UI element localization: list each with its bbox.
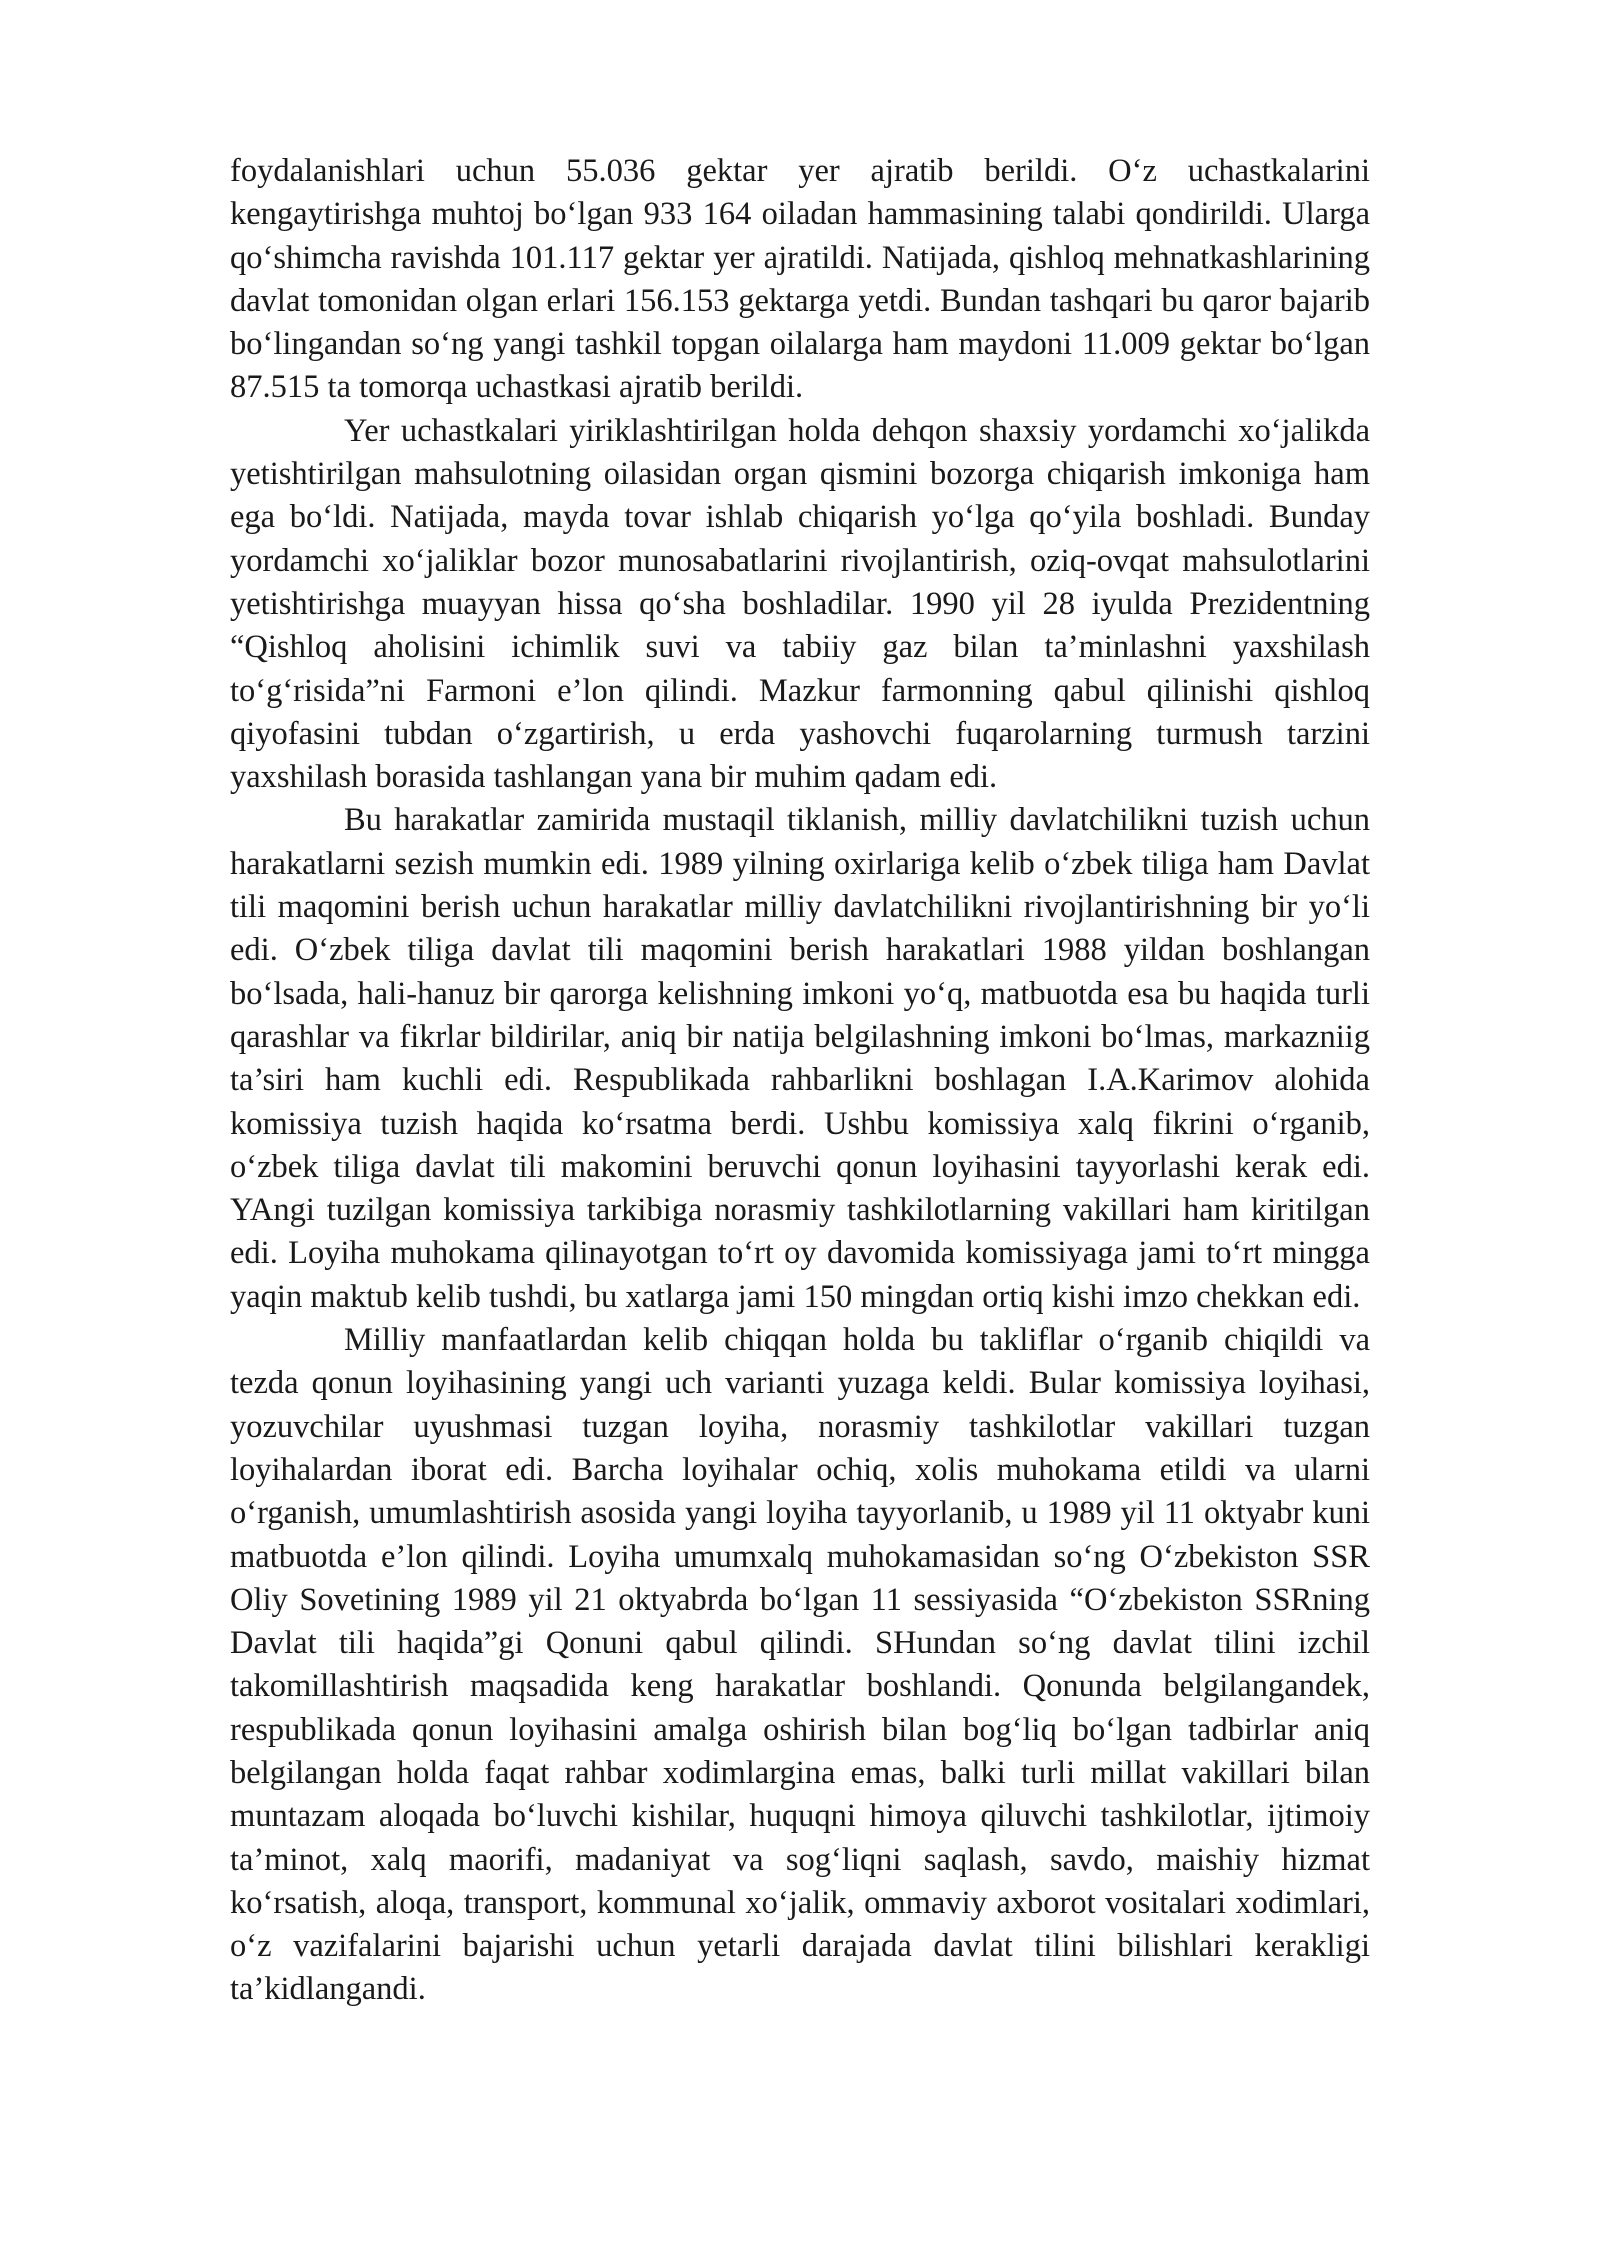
paragraph-2: Yer uchastkalari yiriklashtirilgan holda dehqon shaxsiy yordamchi xo‘jalikda yetishtirilgan mahsulotning oilasidan organ qismini bozorga chiqarish imkoniga ham ega bo‘ldi. Natijada, mayda tovar ishlab chiqarish yo‘lga qo‘yila boshladi. Bunday yordamchi xo‘jaliklar bozor munosabatlarini rivojlantirish, oziq-ovqat mahsulotlarini yetishtirishga muayyan hissa qo‘sha boshladilar. 1990 yil 28 iyulda Prezidentning “Qishloq aholisini ichimlik suvi va tabiiy gaz bilan ta’minlashni yaxshilash to‘g‘risida”ni Farmoni e’lon qilindi. Mazkur farmonning qabul qilinishi qishloq qiyofasini tubdan o‘zgartirish, u erda yashovchi fuqarolarning turmush tarzini yaxshilash borasida tashlangan yana bir muhim qadam edi. [230, 412, 1370, 796]
body-text [230, 150, 1370, 2012]
paragraph-3: Bu harakatlar zamirida mustaqil tiklanish, milliy davlatchilikni tuzish uchun harakatlarni sezish mumkin edi. 1989 yilning oxirlariga kelib o‘zbek tiliga ham Davlat tili maqomini berish uchun harakatlar milliy davlatchilikni rivojlantirishning bir yo‘li edi. O‘zbek tiliga davlat tili maqomini berish harakatlari 1988 yildan boshlangan bo‘lsada, hali-hanuz bir qarorga kelishning imkoni yo‘q, matbuotda esa bu haqida turli qarashlar va fikrlar bildirilar, aniq bir natija belgilashning imkoni bo‘lmas, markazniig ta’siri ham kuchli edi. Respublikada rahbarlikni boshlagan I.A.Karimov alohida komissiya tuzish haqida ko‘rsatma berdi. Ushbu komissiya xalq fikrini o‘rganib, o‘zbek tiliga davlat tili makomini beruvchi qonun loyihasini tayyorlashi kerak edi. YAngi tuzilgan komissiya tarkibiga norasmiy tashkilotlarning vakillari ham kiritilgan edi. Loyiha muhokama qilinayotgan to‘rt oy davomida komissiyaga jami to‘rt mingga yaqin maktub kelib tushdi, bu xatlarga jami 150 mingdan ortiq kishi imzo chekkan edi. [230, 802, 1370, 1315]
paragraph-4: Milliy manfaatlardan kelib chiqqan holda bu takliflar o‘rganib chiqildi va tezda qonun loyihasining yangi uch varianti yuzaga keldi. Bular komissiya loyihasi, yozuvchilar uyushmasi tuzgan loyiha, norasmiy tashkilotlar vakillari tuzgan loyihalardan iborat edi. Barcha loyihalar ochiq, xolis muhokama etildi va ularni o‘rganish, umumlashtirish asosida yangi loyiha tayyorlanib, u 1989 yil 11 oktyabr kuni matbuotda e’lon qilindi. Loyiha umumxalq muhokamasidan so‘ng O‘zbekiston SSR Oliy Sovetining 1989 yil 21 oktyabrda bo‘lgan 11 sessiyasida “O‘zbekiston SSRning Davlat tili haqida”gi Qonuni qabul qilindi. SHundan so‘ng davlat tilini izchil takomillashtirish maqsadida keng harakatlar boshlandi. Qonunda belgilangandek, respublikada qonun loyihasini amalga oshirish bilan bog‘liq bo‘lgan tadbirlar aniq belgilangan holda faqat rahbar xodimlargina emas, balki turli millat vakillari bilan muntazam aloqada bo‘luvchi kishilar, huquqni himoya qiluvchi tashkilotlar, ijtimoiy ta’minot, xalq maorifi, madaniyat va sog‘liqni saqlash, savdo, maishiy hizmat ko‘rsatish, aloqa, transport, kommunal xo‘jalik, ommaviy axborot vositalari xodimlari, o‘z vazifalarini bajarishi uchun yetarli darajada davlat tilini bilishlari kerakligi ta’kidlangandi. [230, 1322, 1370, 2008]
paragraph-1: foydalanishlari uchun 55.036 gektar yer ajratib berildi. O‘z uchastkalarini kengaytirishga muhtoj bo‘lgan 933 164 oiladan hammasining talabi qondirildi. Ularga qo‘shimcha ravishda 101.117 gektar yer ajratildi. Natijada, qishloq mehnatkashlarining davlat tomonidan olgan erlari 156.153 gektarga yetdi. Bundan tashqari bu qaror bajarib bo‘lingandan so‘ng yangi tashkil topgan oilalarga ham maydoni 11.009 gektar bo‘lgan 87.515 ta tomorqa uchastkasi ajratib berildi. [230, 153, 1370, 406]
